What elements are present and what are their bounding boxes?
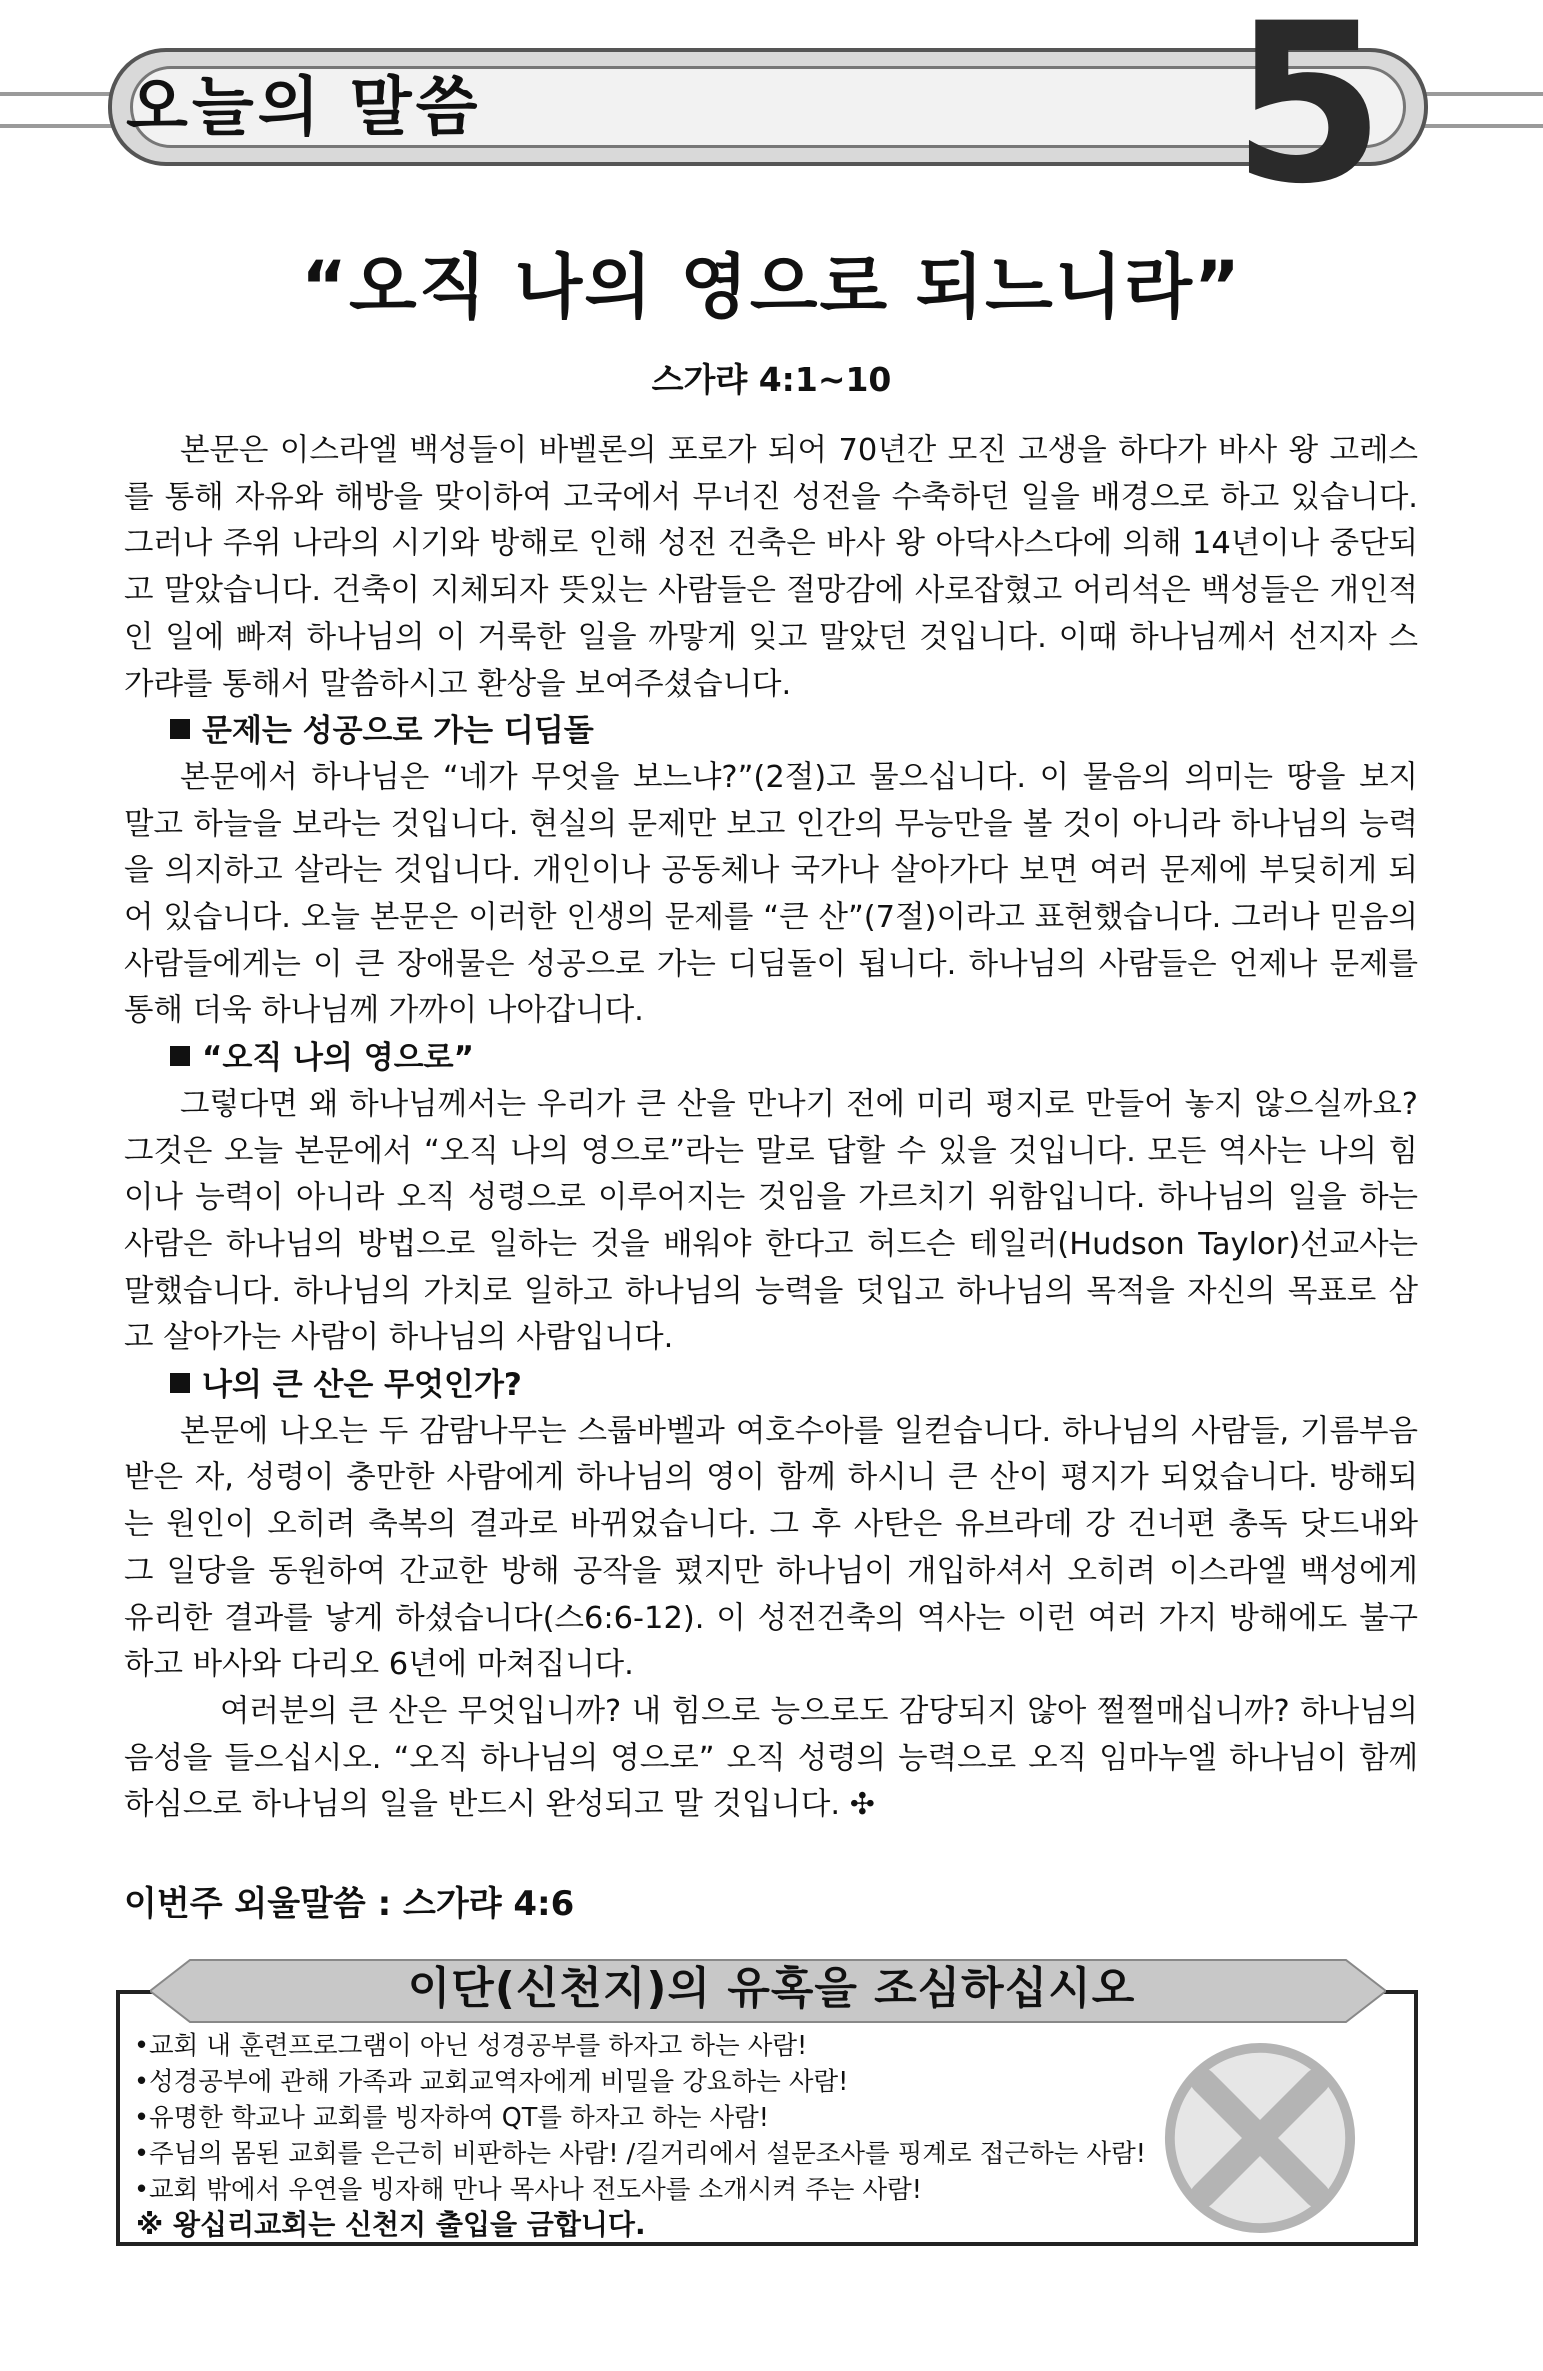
warning-footer: ※ 왕십리교회는 신천지 출입을 금합니다. [136, 2208, 646, 2241]
square-bullet-icon [170, 1046, 190, 1066]
section-title: 오늘의 말씀 [126, 71, 482, 145]
intro-paragraph: 본문은 이스라엘 백성들이 바벨론의 포로가 되어 70년간 모진 고생을 하다가 바사 왕 고레스를 통해 자유와 해방을 맞이하여 고국에서 무너진 성전을 수축하던 일을 배경으로 하고 있습니다. 그러나 주위 나라의 시기와 방해로 인해 성전 건축은 바사 왕 아닥사스다에 의해 14년이나 중단되고 말았습니다. 건축이 지체되자 뜻있는 사람들은 절망감에 사로잡혔고 어리석은 백성들은 개인적인 일에 빠져 하나님의 이 거룩한 일을 까맣게 잊고 말았던 것입니다. 이때 하나님께서 선지자 스가랴를 통해서 말씀하시고 환상을 보여주셨습니다. [124, 433, 1418, 702]
sermon-body [124, 428, 1418, 1829]
section-paragraph-3: 본문에 나오는 두 감람나무는 스룹바벨과 여호수아를 일컫습니다. 하나님의 사람들, 기름부음 받은 자, 성령이 충만한 사람에게 하나님의 영이 함께 하시니 큰 산이 평지가 되었습니다. 방해되는 원인이 오히려 축복의 결과로 바뀌었습니다. 그 후 사탄은 유브라데 강 건너편 총독 닷드내와 그 일당을 동원하여 간교한 방해 공작을 폈지만 하나님이 개입하셔서 오히려 이스라엘 백성에게 유리한 결과를 낳게 하셨습니다(스6:6-12). 이 성전건축의 역사는 이런 여러 가지 방해에도 불구하고 바사와 다리오 6년에 마쳐집니다. [124, 1413, 1418, 1683]
section-heading-2 [124, 1035, 1418, 1082]
section-heading-3 [124, 1362, 1418, 1409]
warning-item: •주님의 몸된 교회를 은근히 비판하는 사람! /길거리에서 설문조사를 핑계로 접근하는 사람! [134, 2139, 1146, 2169]
section-heading-text: 문제는 성공으로 가는 디딤돌 [202, 713, 594, 750]
warning-list [134, 2028, 1374, 2208]
warning-title: 이단(신천지)의 유혹을 조심하십시오 [407, 1963, 1136, 2014]
sermon-title: “오직 나의 영으로 되느니라” [301, 246, 1242, 328]
page-number: 5 [1232, 0, 1386, 232]
warning-item: •교회 밖에서 우연을 빙자해 만나 목사나 전도사를 소개시켜 주는 사람! [134, 2175, 922, 2205]
warning-item: •성경공부에 관해 가족과 교회교역자에게 비밀을 강요하는 사람! [134, 2067, 849, 2097]
square-bullet-icon [170, 1373, 190, 1393]
scripture-reference: 스가랴 4:1~10 [651, 360, 892, 399]
closing-paragraph [124, 1689, 1418, 1829]
section-paragraph-2: 그렇다면 왜 하나님께서는 우리가 큰 산을 만나기 전에 미리 평지로 만들어 놓지 않으실까요? 그것은 오늘 본문에서 “오직 나의 영으로”라는 말로 답할 수 있을 것입니다. 모든 역사는 나의 힘이나 능력이 아니라 오직 성령으로 이루어지는 것임을 가르치기 위함입니다. 하나님의 일을 하는 사람은 하나님의 방법으로 일하는 것을 배워야 한다고 허드슨 테일러(Hudson Taylor)선교사는 말했습니다. 하나님의 가치로 일하고 하나님의 능력을 덧입고 하나님의 목적을 자신의 목표로 삼고 살아가는 사람이 하나님의 사람입니다. [124, 1086, 1418, 1356]
closing-text: 여러분의 큰 산은 무엇입니까? 내 힘으로 능으로도 감당되지 않아 쩔쩔매십니까? 하나님의 음성을 들으십시오. “오직 하나님의 영으로” 오직 성령의 능력으로 오직 임마누엘 하나님이 함께 하심으로 하나님의 일을 반드시 완성되고 말 것입니다. [124, 1693, 1418, 1823]
square-bullet-icon [170, 719, 190, 739]
section-heading-text: “오직 나의 영으로” [202, 1040, 474, 1077]
section-heading-1 [124, 708, 1418, 755]
end-mark-icon: ✣ [849, 1787, 875, 1823]
memory-verse: 이번주 외울말씀 : 스가랴 4:6 [124, 1884, 575, 1924]
section-paragraph-1: 본문에서 하나님은 “네가 무엇을 보느냐?”(2절)고 물으십니다. 이 물음의 의미는 땅을 보지 말고 하늘을 보라는 것입니다. 현실의 문제만 보고 인간의 무능만을 볼 것이 아니라 하나님의 능력을 의지하고 살라는 것입니다. 개인이나 공동체나 국가나 살아가다 보면 여러 문제에 부딪히게 되어 있습니다. 오늘 본문은 이러한 인생의 문제를 “큰 산”(7절)이라고 표현했습니다. 그러나 믿음의 사람들에게는 이 큰 장애물은 성공으로 가는 디딤돌이 됩니다. 하나님의 사람들은 언제나 문제를 통해 더욱 하나님께 가까이 나아갑니다. [124, 759, 1418, 1029]
warning-item: •교회 내 훈련프로그램이 아닌 성경공부를 하자고 하는 사람! [134, 2031, 808, 2061]
section-heading-text: 나의 큰 산은 무엇인가? [202, 1367, 522, 1404]
warning-item: •유명한 학교나 교회를 빙자하여 QT를 하자고 하는 사람! [134, 2103, 769, 2133]
